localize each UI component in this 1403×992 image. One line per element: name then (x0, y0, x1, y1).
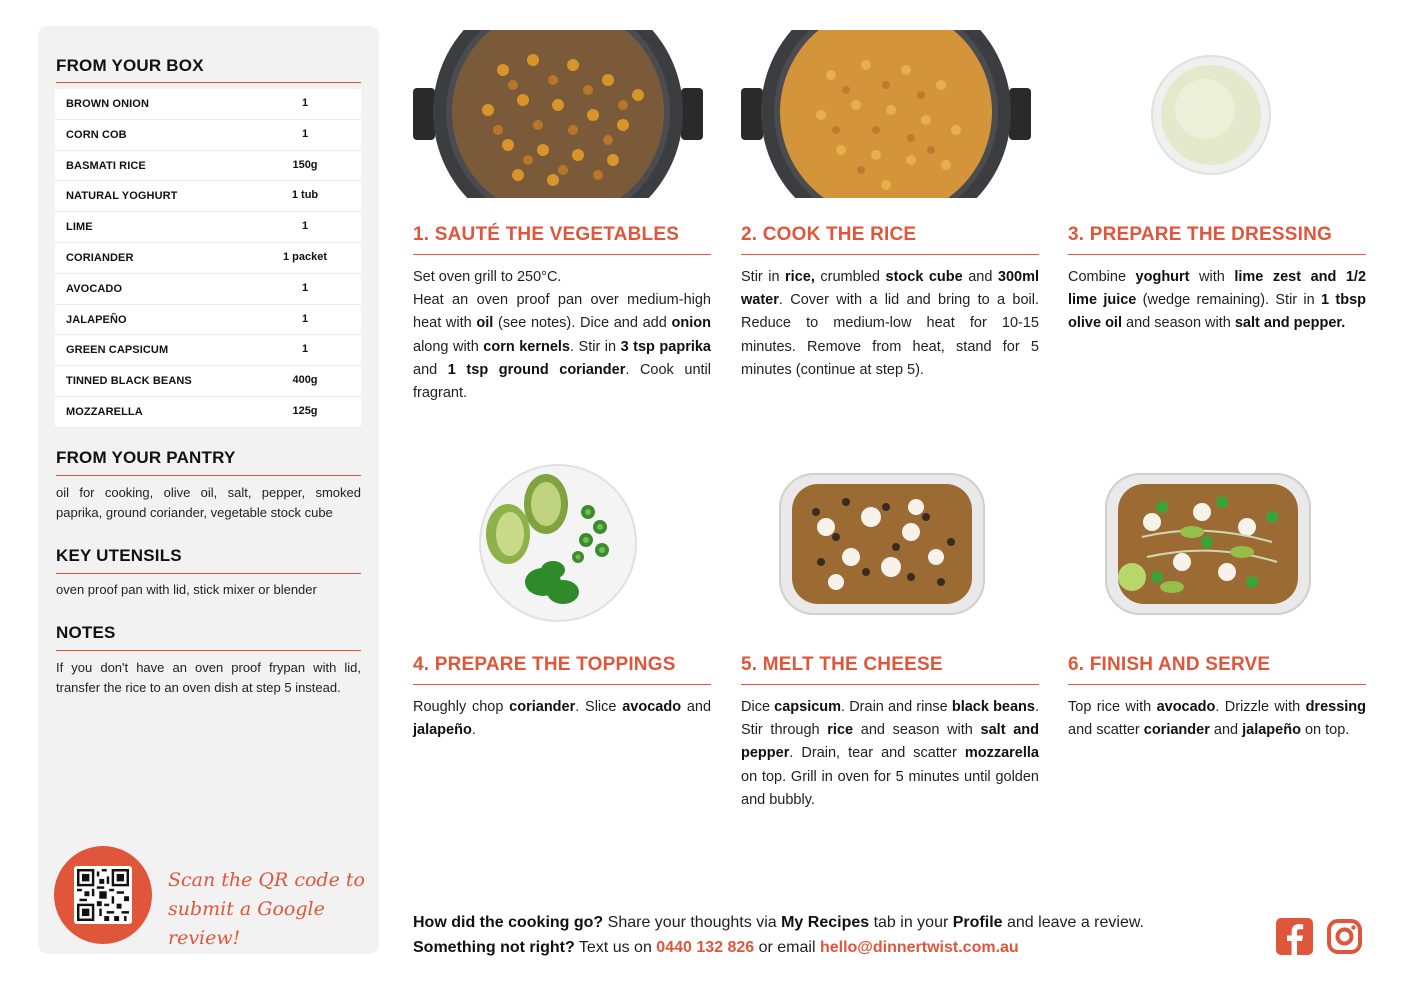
instruction-text: . Stir in (570, 338, 621, 355)
step-5-photo (776, 462, 988, 624)
ingredient-row (55, 366, 361, 397)
instruction-text: Heat an oven proof pan over medium-high heat with (413, 292, 711, 332)
phone-link[interactable]: 0440 132 826 (656, 939, 755, 956)
ingredient-highlight: 1 tsp ground coriander (447, 361, 626, 378)
instruction-text: and season with (1122, 315, 1235, 332)
ingredient-highlight: 1 tbsp olive oil (1068, 292, 1367, 332)
ingredients-sidebar (38, 26, 379, 954)
step-3-body (1068, 266, 1366, 336)
ingredient-quantity: 1 (301, 312, 309, 325)
ingredient-row (55, 89, 361, 120)
feedback-question: How did the cooking go? (413, 914, 604, 931)
ingredient-name: CORN COB (66, 128, 127, 141)
instruction-text: and (1209, 722, 1243, 739)
step-divider (413, 254, 711, 255)
step-5-title: 5. MELT THE CHEESE (741, 654, 943, 675)
qr-prompt-line: submit a Google review! (168, 898, 325, 949)
step-2-body (741, 266, 1039, 382)
notes-title: NOTES (56, 623, 116, 642)
feedback-line (413, 910, 1144, 935)
qr-code-icon[interactable] (74, 866, 132, 924)
ingredient-row (55, 305, 361, 336)
instagram-icon[interactable] (1326, 918, 1363, 955)
step-2-title: 2. COOK THE RICE (741, 224, 917, 245)
ingredient-highlight: onion (671, 315, 711, 332)
footer-text: and leave a review. (1002, 914, 1144, 931)
ingredient-highlight: salt and pepper (741, 722, 1039, 762)
from-your-box-title: FROM YOUR BOX (56, 56, 204, 75)
instruction-text: Set oven grill to 250°C. (413, 269, 562, 285)
ingredient-row (55, 212, 361, 243)
ingredient-name: CORIANDER (66, 251, 134, 264)
instruction-text: and (681, 699, 712, 715)
ingredient-highlight: 300ml water (741, 269, 1040, 309)
ingredient-highlight: rice, (785, 269, 815, 285)
ingredient-highlight: oil (476, 315, 494, 332)
ingredient-name: JALAPEÑO (66, 313, 127, 326)
ingredient-quantity: 400g (292, 374, 318, 387)
ingredient-highlight: jalapeño (1242, 722, 1301, 739)
instruction-text: along with (413, 338, 484, 355)
step-4-photo (478, 462, 638, 624)
instruction-text: crumbled (814, 269, 886, 285)
instruction-text: . (471, 722, 476, 739)
ingredient-quantity: 1 (301, 97, 309, 109)
ingredient-highlight: salt and pepper. (1234, 315, 1346, 332)
instruction-text: . Stir through (741, 699, 1040, 739)
footer-text: or email (754, 939, 820, 956)
ingredient-name: AVOCADO (66, 282, 123, 295)
instruction-text: . Drizzle with (1215, 699, 1306, 715)
section-divider (56, 573, 361, 574)
instruction-text: with (1189, 269, 1235, 285)
step-2-photo (741, 30, 1031, 198)
ingredient-name: BROWN ONION (66, 98, 149, 110)
ingredient-name: LIME (66, 221, 93, 234)
section-divider (56, 82, 361, 83)
ingredient-highlight: dressing (1305, 699, 1366, 715)
ingredient-highlight: 3 tsp paprika (620, 338, 711, 355)
ingredient-highlight: avocado (622, 699, 682, 715)
ingredient-row (55, 120, 361, 151)
feedback-footer (413, 910, 1144, 960)
ingredient-name: TINNED BLACK BEANS (66, 375, 192, 388)
step-divider (1068, 254, 1366, 255)
step-divider (413, 684, 711, 685)
ingredient-highlight: capsicum (774, 699, 842, 715)
instruction-text: (see notes). Dice and add (493, 315, 672, 332)
my-recipes-link[interactable]: My Recipes (781, 914, 870, 931)
ingredient-highlight: yoghurt (1135, 269, 1190, 285)
step-1-body (413, 266, 711, 405)
ingredient-highlight: coriander (1143, 722, 1210, 739)
ingredients-table (55, 89, 361, 428)
instruction-text: and season with (853, 722, 981, 739)
ingredient-quantity: 1 (301, 281, 309, 294)
step-3-title: 3. PREPARE THE DRESSING (1068, 224, 1332, 245)
key-utensils-title: KEY UTENSILS (56, 546, 182, 565)
step-5-body (741, 696, 1039, 812)
ingredient-row (55, 243, 361, 274)
profile-link[interactable]: Profile (952, 914, 1003, 931)
instruction-text: and (413, 361, 448, 378)
step-4-title: 4. PREPARE THE TOPPINGS (413, 654, 676, 675)
ingredient-quantity: 1 packet (282, 250, 328, 263)
ingredient-highlight: black beans (951, 699, 1035, 715)
email-link[interactable]: hello@dinnertwist.com.au (819, 939, 1019, 956)
step-3-photo (1150, 54, 1272, 176)
step-4-body (413, 696, 711, 742)
step-divider (1068, 684, 1366, 685)
qr-code-badge[interactable] (54, 846, 152, 944)
instruction-text: . Drain and rinse (841, 699, 952, 715)
step-1-photo (413, 30, 703, 198)
ingredient-row (55, 151, 361, 182)
ingredient-highlight: corn kernels (483, 338, 570, 355)
footer-text: Share your thoughts via (603, 914, 782, 931)
section-divider (56, 650, 361, 651)
ingredient-highlight: lime zest and 1/2 lime juice (1068, 269, 1367, 309)
qr-prompt-line: Scan the QR code to (168, 869, 365, 891)
section-divider (56, 475, 361, 476)
step-6-photo (1102, 462, 1314, 624)
ingredient-row (55, 181, 361, 212)
qr-code-graphic (77, 869, 129, 921)
instruction-text: . Slice (575, 699, 623, 715)
ingredient-highlight: avocado (1156, 699, 1216, 715)
ingredient-row (55, 397, 361, 428)
instruction-text: Top rice with (1068, 699, 1157, 715)
ingredient-name: GREEN CAPSICUM (66, 344, 169, 357)
step-divider (741, 254, 1039, 255)
instruction-text: Stir in (741, 269, 786, 285)
instruction-text: on top. (1300, 722, 1350, 739)
ingredient-highlight: mozzarella (964, 745, 1039, 762)
footer-text: tab in your (869, 914, 953, 931)
ingredient-quantity: 1 (301, 343, 309, 356)
instruction-text: (wedge remaining). Stir in (1136, 292, 1322, 309)
notes-text: If you don't have an oven proof frypan with lid, transfer the rice to an oven dish at step 5 instead. (56, 660, 361, 695)
step-1-title: 1. SAUTÉ THE VEGETABLES (413, 224, 680, 245)
step-6-title: 6. FINISH AND SERVE (1068, 654, 1271, 675)
step-6-body (1068, 696, 1366, 742)
support-question: Something not right? (413, 939, 575, 956)
instruction-text: and scatter (1068, 722, 1144, 739)
ingredient-quantity: 150g (292, 158, 318, 171)
qr-prompt (168, 866, 379, 953)
instruction-text: Roughly chop (413, 699, 510, 715)
ingredient-row (55, 274, 361, 305)
ingredient-highlight: stock cube (885, 269, 963, 285)
ingredient-quantity: 1 (301, 127, 309, 140)
ingredient-quantity: 1 (301, 220, 309, 233)
instruction-text: . Cook until fragrant. (413, 361, 711, 402)
ingredient-name: BASMATI RICE (66, 159, 146, 172)
support-line (413, 935, 1144, 960)
ingredient-name: MOZZARELLA (66, 405, 143, 418)
ingredient-name: NATURAL YOGHURT (66, 190, 178, 203)
instruction-text: on top. Grill in oven for 5 minutes until golden and bubbly. (741, 768, 1039, 808)
utensils-text: oven proof pan with lid, stick mixer or blender (56, 582, 317, 597)
facebook-icon[interactable] (1276, 918, 1313, 955)
ingredient-row (55, 335, 361, 366)
footer-text: Text us on (574, 939, 657, 956)
ingredient-highlight: jalapeño (413, 722, 472, 739)
ingredient-quantity: 1 tub (291, 189, 319, 202)
step-divider (741, 684, 1039, 685)
ingredient-highlight: coriander (509, 699, 576, 715)
instruction-text: and (962, 269, 998, 285)
instruction-text: Dice (741, 699, 775, 715)
pantry-text: oil for cooking, olive oil, salt, pepper, smoked paprika, ground coriander, vegetable stock cube (56, 485, 361, 520)
instruction-text: Combine (1068, 269, 1136, 285)
instruction-text: . Drain, tear and scatter (789, 745, 965, 762)
from-your-pantry-title: FROM YOUR PANTRY (56, 448, 236, 467)
ingredient-highlight: rice (827, 722, 854, 739)
ingredient-quantity: 125g (292, 404, 318, 417)
instruction-text: . Cover with a lid and bring to a boil. Reduce to medium-low heat for 10-15 minutes. Remove from heat, stand for 5 minutes (continue at step 5). (741, 292, 1039, 378)
